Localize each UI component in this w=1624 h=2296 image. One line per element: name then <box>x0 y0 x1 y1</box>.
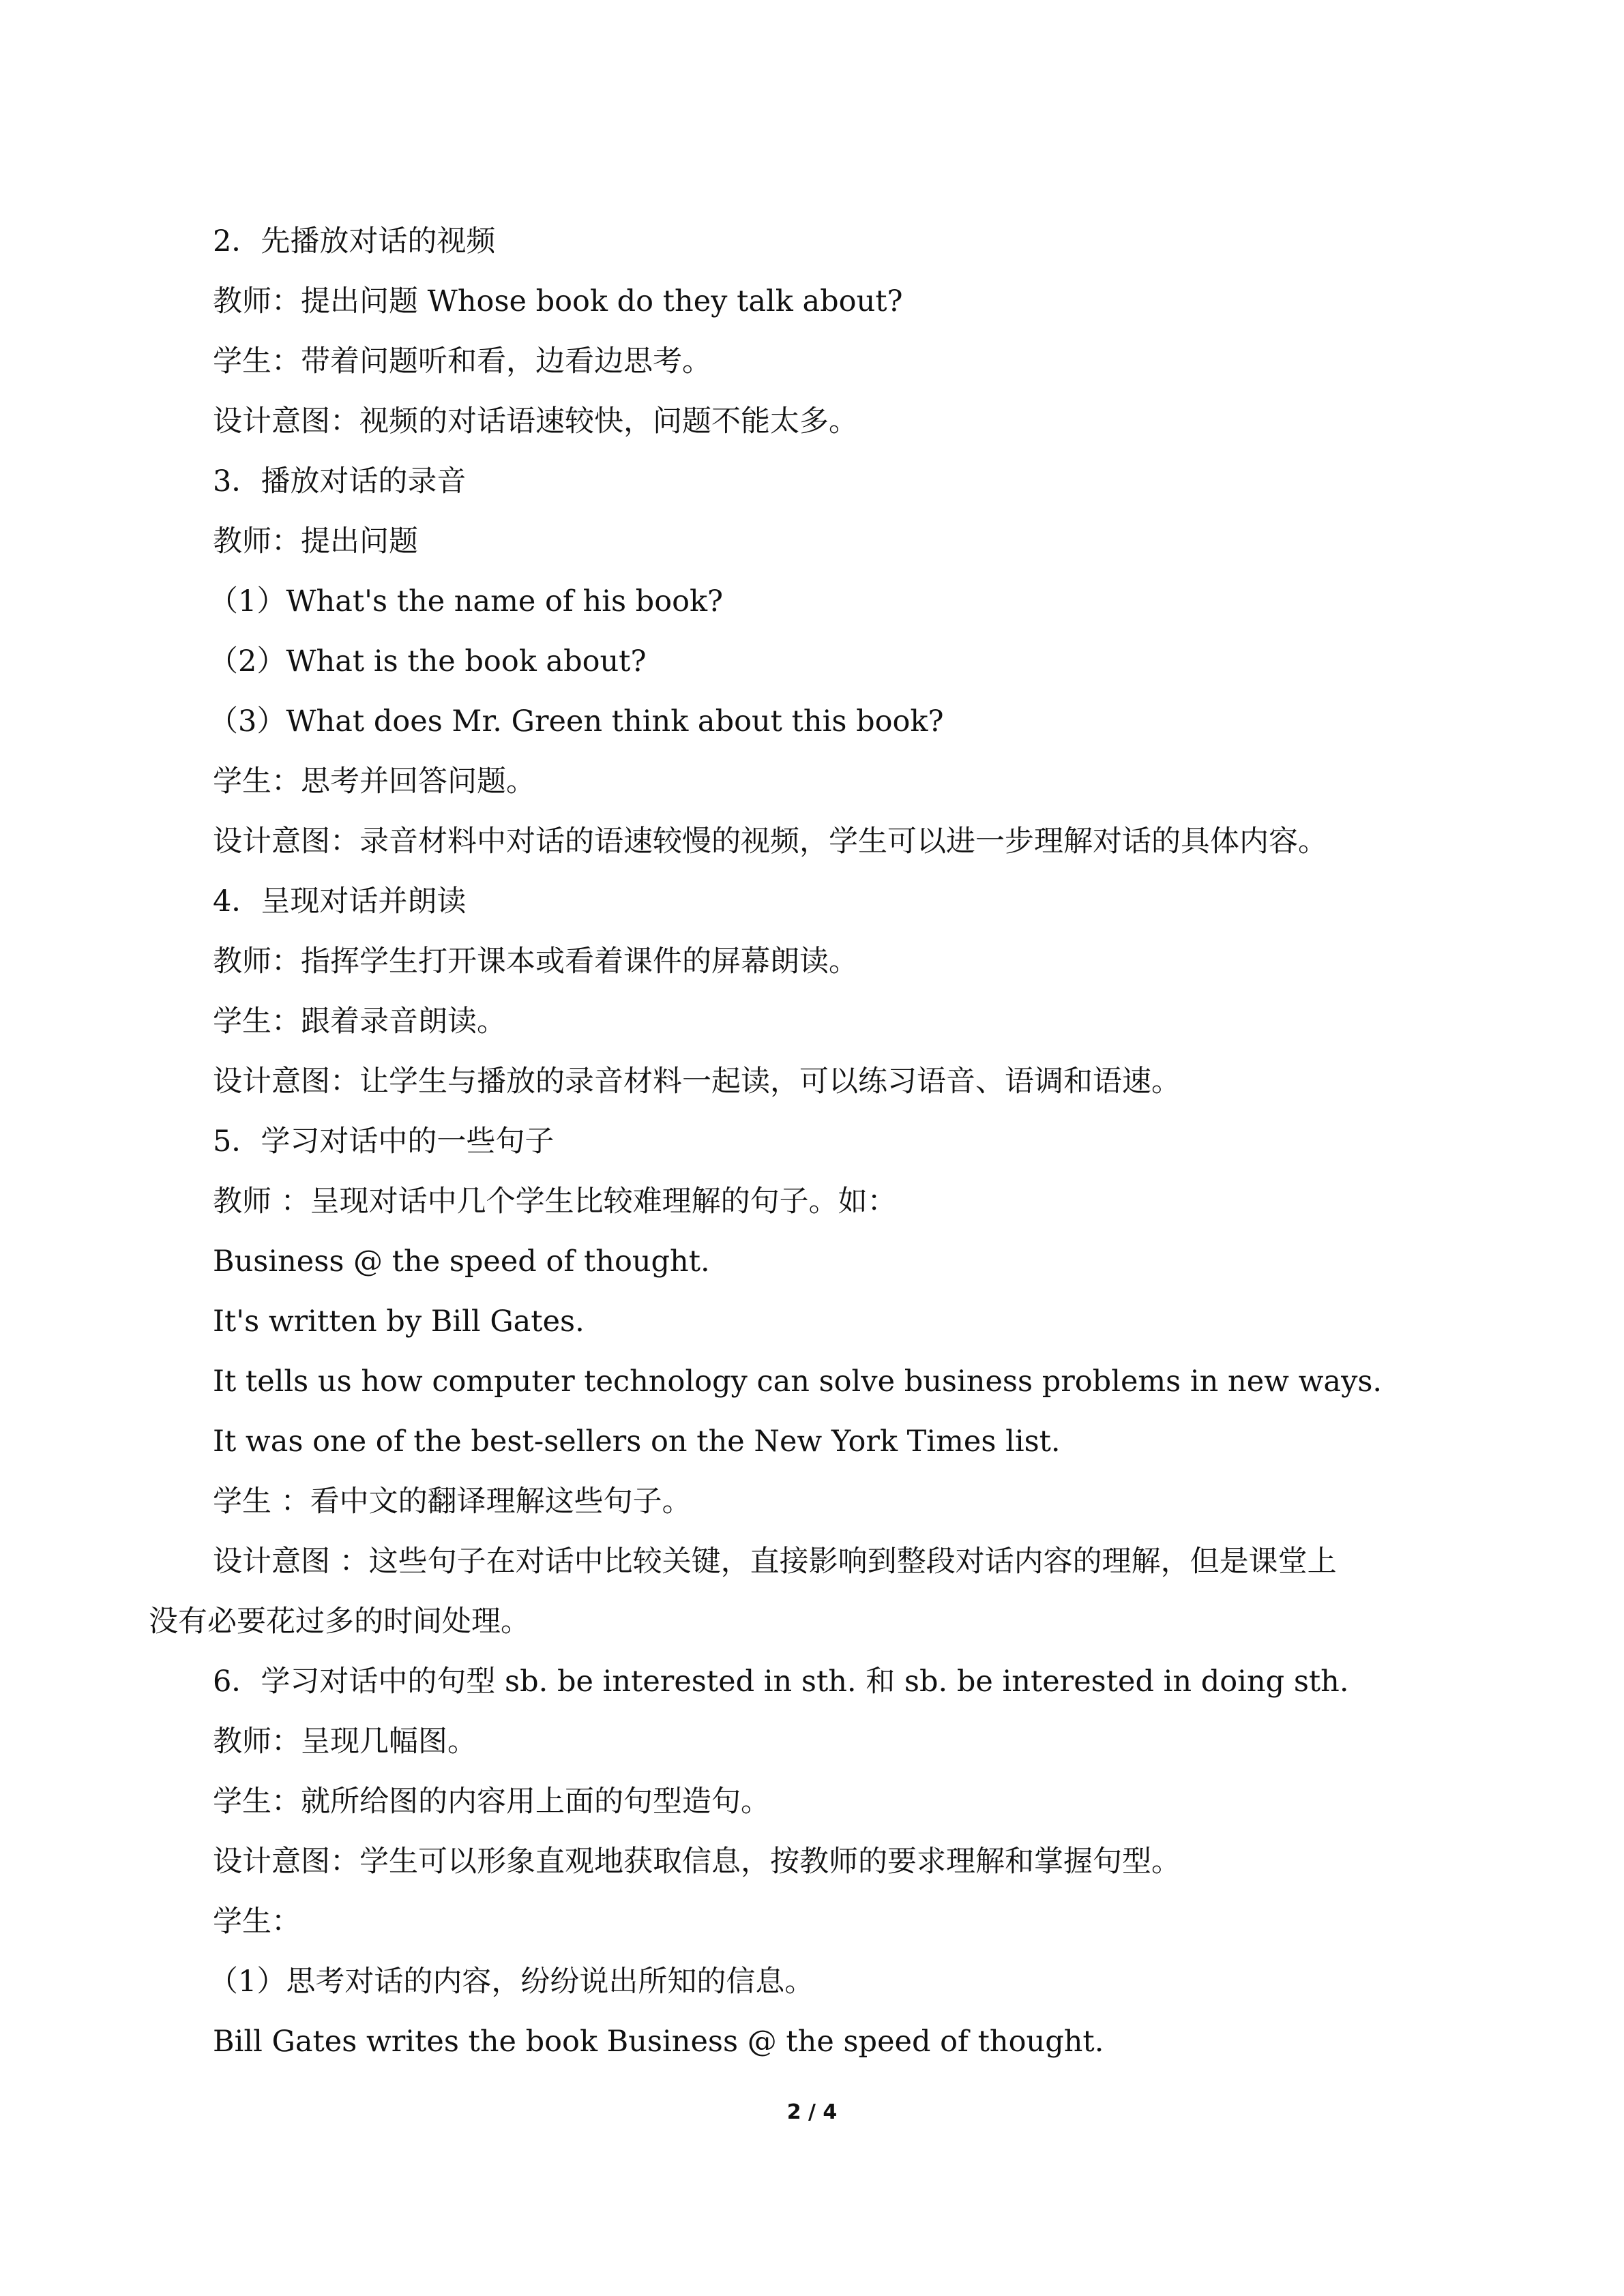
teacher-line: 教师：提出问题 <box>213 524 418 558</box>
design-intent-paragraph <box>149 1532 1479 1652</box>
page-number: 2 / 4 <box>786 2100 838 2124</box>
section-heading-5: 5．学习对话中的一些句子 <box>213 1124 555 1159</box>
design-intent-line: 设计意图：让学生与播放的录音材料一起读，可以练习语音、语调和语速。 <box>213 1064 1181 1099</box>
section-heading-4: 4．呈现对话并朗读 <box>213 884 467 919</box>
question-item: （2）What is the book about? <box>209 644 647 679</box>
student-line: 学生 ：看中文的翻译理解这些句子。 <box>213 1485 692 1519</box>
document-body <box>149 211 1479 2072</box>
example-sentence: Business @ the speed of thought. <box>213 1244 710 1279</box>
section-heading-2: 2．先播放对话的视频 <box>213 224 496 258</box>
teacher-line: 教师：指挥学生打开课本或看着课件的屏幕朗读。 <box>213 944 858 979</box>
example-sentence: Bill Gates writes the book Business @ the speed of thought. <box>213 2025 1104 2059</box>
example-sentence: It was one of the best-sellers on the New York Times list. <box>213 1425 1061 1459</box>
teacher-line: 教师 ：呈现对话中几个学生比较难理解的句子。如： <box>213 1184 897 1219</box>
example-sentence: It tells us how computer technology can solve business problems in new ways. <box>213 1365 1383 1399</box>
student-line: 学生：思考并回答问题。 <box>213 764 535 799</box>
student-label: 学生： <box>213 1905 301 1939</box>
example-sentence: It's written by Bill Gates. <box>213 1304 585 1339</box>
design-intent-line: 设计意图：视频的对话语速较快，问题不能太多。 <box>213 404 858 438</box>
question-item: （3）What does Mr. Green think about this book? <box>209 704 944 739</box>
question-item: （1）What's the name of his book? <box>209 584 724 618</box>
list-item: （1）思考对话的内容，纷纷说出所知的信息。 <box>209 1965 814 1999</box>
student-line: 学生：带着问题听和看，边看边思考。 <box>213 344 711 378</box>
student-line: 学生：跟着录音朗读。 <box>213 1004 506 1039</box>
design-intent-line: 设计意图：录音材料中对话的语速较慢的视频，学生可以进一步理解对话的具体内容。 <box>213 824 1327 859</box>
teacher-line: 教师：呈现几幅图。 <box>213 1725 477 1759</box>
student-line: 学生：就所给图的内容用上面的句型造句。 <box>213 1785 770 1819</box>
section-heading-6: 6．学习对话中的句型 sb. be interested in sth. 和 sb. be interested in doing sth. <box>213 1665 1349 1699</box>
teacher-line: 教师：提出问题 Whose book do they talk about? <box>213 284 903 318</box>
design-intent-line: 设计意图：学生可以形象直观地获取信息，按教师的要求理解和掌握句型。 <box>213 1845 1181 1879</box>
paragraph-first-line: 设计意图 ：这些句子在对话中比较关键，直接影响到整段对话内容的理解，但是课堂上 <box>213 1545 1337 1579</box>
section-heading-3: 3．播放对话的录音 <box>213 464 467 498</box>
paragraph-continuation: 没有必要花过多的时间处理。 <box>149 1605 530 1639</box>
